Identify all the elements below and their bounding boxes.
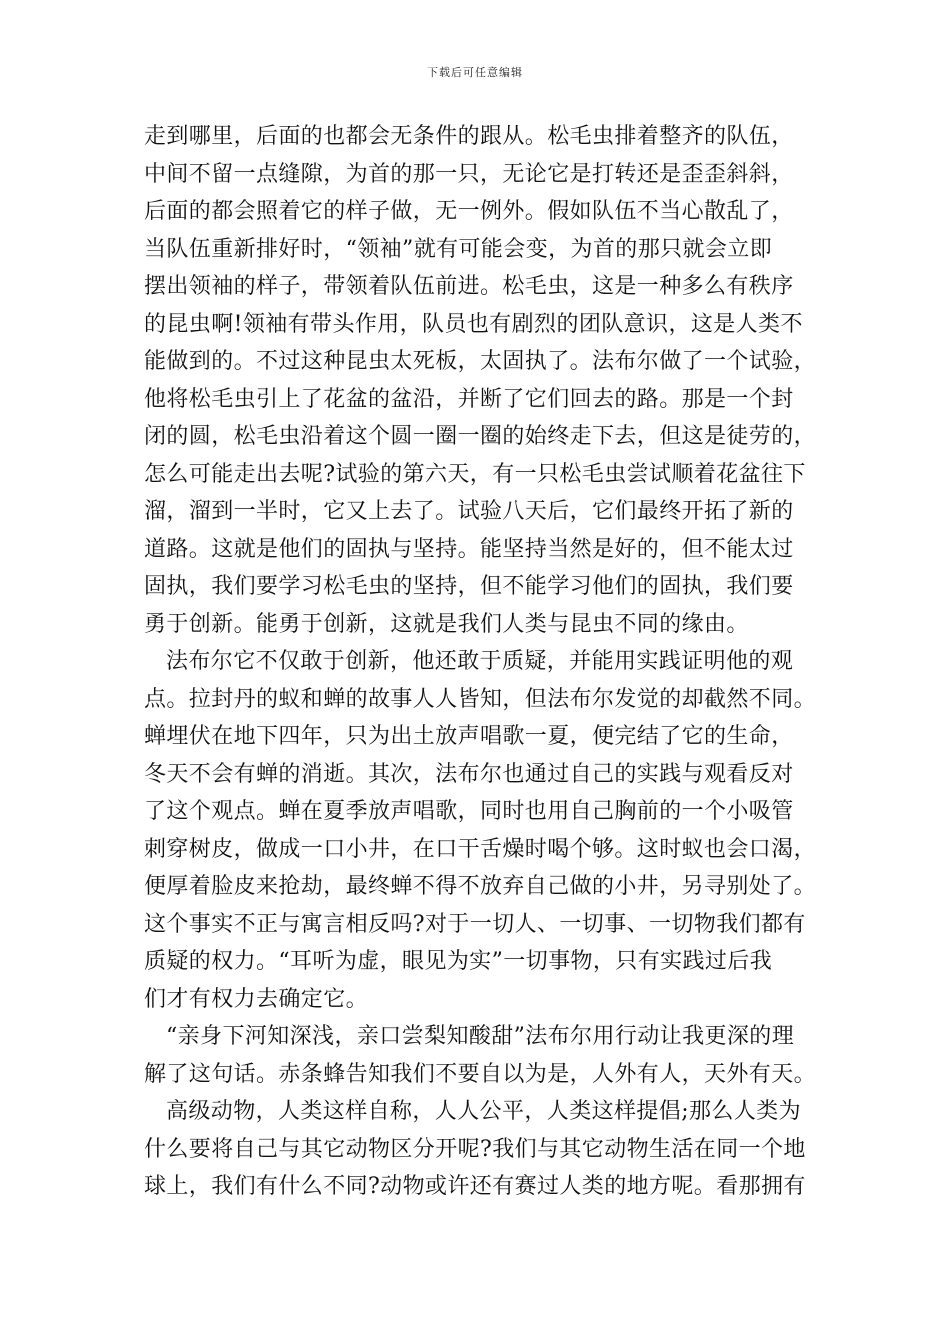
- text-line: 中间不留一点缝隙，为首的那一只，无论它是打转还是歪歪斜斜，: [144, 161, 794, 187]
- text-line: 溜，溜到一半时，它又上去了。试验八天后，它们最终开拓了新的: [144, 499, 794, 524]
- text-line: 们才有权力去确定它。: [144, 986, 369, 1012]
- text-line: 能做到的。不过这种昆虫太死板，太固执了。法布尔做了一个试验，: [144, 349, 817, 374]
- text-line: 冬天不会有蝉的消逝。其次，法布尔也通过自己的实践与观看反对: [144, 761, 794, 787]
- page-header: 下载后可任意编辑: [427, 66, 523, 79]
- text-line: 后面的都会照着它的样子做，无一例外。假如队伍不当心散乱了，: [144, 199, 794, 224]
- text-line: 高级动物，人类这样自称，人人公平，人类这样提倡;那么人类为: [166, 1099, 802, 1124]
- document-body: [144, 118, 824, 1206]
- text-line: 了这个观点。蝉在夏季放声唱歌，同时也用自己胸前的一个小吸管: [144, 799, 794, 824]
- text-line: 球上，我们有什么不同?动物或许还有赛过人类的地方呢。看那拥有: [144, 1174, 806, 1199]
- text-line: 怎么可能走出去呢?试验的第六天，有一只松毛虫尝试顺着花盆往下: [144, 461, 806, 487]
- text-line: 固执，我们要学习松毛虫的坚持，但不能学习他们的固执，我们要: [144, 574, 794, 599]
- text-line: 质疑的权力。“耳听为虚，眼见为实”一切事物，只有实践过后我: [144, 949, 773, 974]
- text-line: 的昆虫啊!领袖有带头作用，队员也有剧烈的团队意识，这是人类不: [144, 311, 803, 337]
- text-line: 解了这句话。赤条蜂告知我们不要自以为是，人外有人，天外有天。: [144, 1061, 817, 1087]
- text-line: 蝉埋伏在地下四年，只为出土放声唱歌一夏，便完结了它的生命，: [144, 724, 794, 749]
- text-line: 刺穿树皮，做成一口小井，在口干舌燥时喝个够。这时蚁也会口渴，: [144, 836, 817, 862]
- text-line: 闭的圆，松毛虫沿着这个圆一圈一圈的始终走下去，但这是徒劳的，: [144, 424, 817, 449]
- text-line: 勇于创新。能勇于创新，这就是我们人类与昆虫不同的缘由。: [144, 611, 749, 637]
- text-line: 他将松毛虫引上了花盆的盆沿，并断了它们回去的路。那是一个封: [144, 386, 794, 412]
- text-line: “亲身下河知深浅，亲口尝梨知酸甜”法布尔用行动让我更深的理: [166, 1024, 795, 1049]
- text-line: 法布尔它不仅敢于创新，他还敢于质疑，并能用实践证明他的观: [166, 649, 794, 674]
- text-line: 道路。这就是他们的固执与坚持。能坚持当然是好的，但不能太过: [144, 536, 794, 562]
- text-line: 摆出领袖的样子，带领着队伍前进。松毛虫，这是一种多么有秩序: [144, 274, 794, 299]
- text-line: 当队伍重新排好时，“领袖”就有可能会变，为首的那只就会立即: [144, 236, 773, 262]
- text-line: 这个事实不正与寓言相反吗?对于一切人、一切事、一切物我们都有: [144, 911, 806, 937]
- text-line: 便厚着脸皮来抢劫，最终蝉不得不放弃自己做的小井，另寻别处了。: [144, 874, 817, 899]
- text-line: 点。拉封丹的蚁和蝉的故事人人皆知，但法布尔发觉的却截然不同。: [144, 686, 817, 712]
- text-line: 什么要将自己与其它动物区分开呢?我们与其它动物生活在同一个地: [144, 1136, 806, 1162]
- text-line: 走到哪里，后面的也都会无条件的跟从。松毛虫排着整齐的队伍，: [144, 124, 794, 149]
